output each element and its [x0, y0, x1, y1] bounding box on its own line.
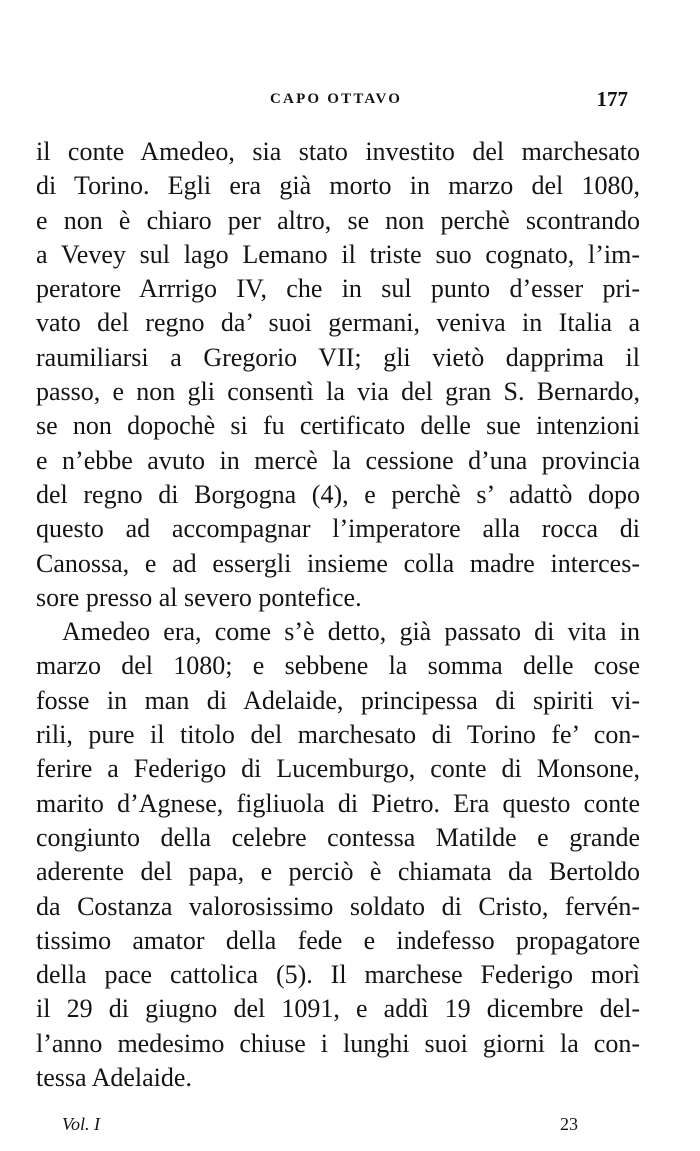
text-line: tissimo amator della fede e indefesso propagatore: [36, 925, 640, 955]
text-line: marito d’Agnese, figliuola di Pietro. Era questo conte: [36, 788, 640, 818]
body-text: [36, 135, 640, 1095]
text-line: e non è chiaro per altro, se non perchè scontrando: [36, 205, 640, 235]
text-line: il conte Amedeo, sia stato investito del marchesato: [36, 137, 640, 166]
text-line: Amedeo era, come s’è detto, già passato di vita in: [62, 617, 640, 647]
text-line: questo ad accompagnar l’imperatore alla rocca di: [36, 514, 640, 544]
text-line: il 29 di giugno del 1091, e addì 19 dicembre del-: [36, 994, 640, 1024]
text-line: peratore Arrrigo IV, che in sul punto d’esser pri-: [36, 274, 640, 304]
signature-mark: Vol. I: [62, 1114, 100, 1134]
sheet-number: 23: [560, 1114, 578, 1134]
text-line: fosse in man di Adelaide, principessa di spiriti vi-: [36, 685, 640, 715]
text-line: vato del regno da’ suoi germani, veniva in Italia a: [36, 308, 640, 338]
paragraph-2: [36, 615, 640, 1095]
text-line: della pace cattolica (5). Il marchese Federigo morì: [36, 960, 640, 990]
text-line: e n’ebbe avuto in mercè la cessione d’una provincia: [36, 445, 640, 475]
text-line: di Torino. Egli era già morto in marzo del 1080,: [36, 171, 640, 201]
text-line: del regno di Borgogna (4), e perchè s’ adattò dopo: [36, 479, 640, 509]
text-line: Canossa, e ad essergli insieme colla madre interces-: [36, 548, 640, 578]
text-line: a Vevey sul lago Lemano il triste suo cognato, l’im-: [36, 239, 640, 269]
text-line: marzo del 1080; e sebbene la somma delle cose: [36, 651, 640, 681]
running-head: [0, 87, 700, 115]
paragraph-1: [36, 135, 640, 615]
text-line: da Costanza valorosissimo soldato di Cristo, fervén-: [36, 891, 640, 921]
text-line: ferire a Federigo di Lucemburgo, conte di Monsone,: [36, 754, 640, 784]
text-line: rili, pure il titolo del marchesato di Torino fe’ con-: [36, 720, 640, 750]
text-line: aderente del papa, e perciò è chiamata da Bertoldo: [36, 857, 640, 887]
page-footer: [0, 1114, 700, 1140]
text-line: sore presso al severo pontefice.: [36, 582, 362, 612]
text-line: congiunto della celebre contessa Matilde e grande: [36, 822, 640, 852]
text-line: passo, e non gli consentì la via del gran S. Bernardo,: [36, 377, 640, 407]
running-title: CAPO OTTAVO: [270, 91, 403, 107]
text-line: l’anno medesimo chiuse i lunghi suoi giorni la con-: [36, 1028, 640, 1058]
text-line: se non dopochè si fu certificato delle sue intenzioni: [36, 411, 640, 441]
text-line: raumiliarsi a Gregorio VII; gli vietò dapprima il: [36, 342, 640, 372]
page-number: 177: [596, 87, 628, 111]
text-line: tessa Adelaide.: [36, 1063, 192, 1093]
